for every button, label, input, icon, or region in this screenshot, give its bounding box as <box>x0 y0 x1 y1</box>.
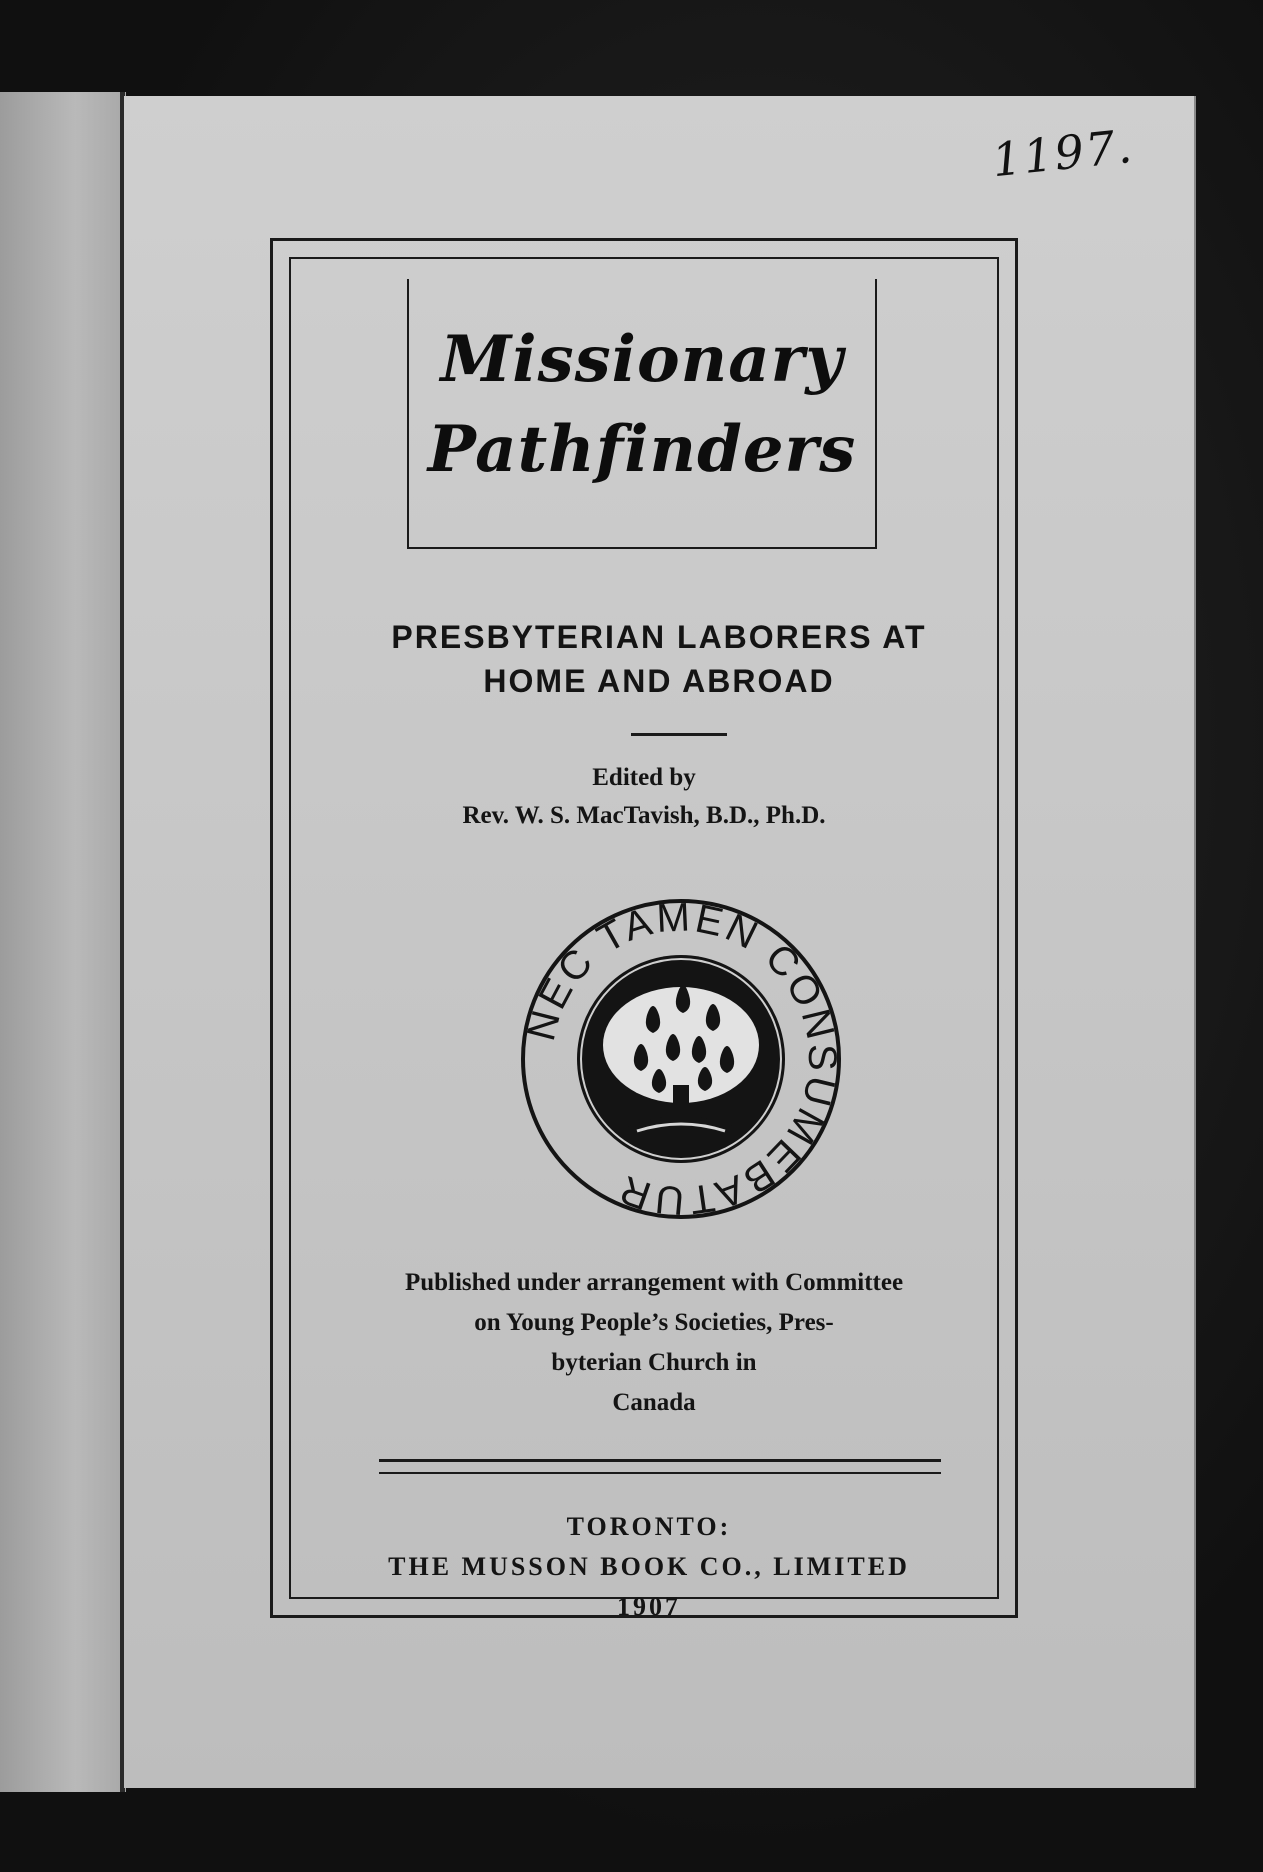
editor-credit <box>331 759 957 835</box>
title-page <box>124 96 1194 1788</box>
handwritten-inventory-number: 1197. <box>989 118 1137 188</box>
subtitle-line-1: PRESBYTERIAN LABORERS AT <box>391 619 927 655</box>
title-line-1: Missionary <box>440 322 844 397</box>
imprint-publisher: THE MUSSON BOOK CO., LIMITED <box>388 1552 910 1581</box>
title-line-2: Pathfinders <box>427 412 857 487</box>
book-subtitle <box>351 615 967 703</box>
burning-bush-seal <box>517 895 845 1223</box>
editor-name: Rev. W. S. MacTavish, B.D., Ph.D. <box>462 802 826 829</box>
edited-by-label: Edited by <box>592 764 696 791</box>
facing-page <box>0 92 126 1792</box>
publication-arrangement-note <box>331 1263 977 1423</box>
inner-border-frame <box>289 257 999 1621</box>
publisher-note-line-2: on Young People’s Societies, Pres- <box>474 1309 834 1336</box>
subtitle-line-2: HOME AND ABROAD <box>483 663 835 699</box>
book-title <box>409 315 875 495</box>
seal-motto: NEC TAMEN CONSUMEBATUR <box>519 895 845 1223</box>
imprint-place: TORONTO: <box>566 1512 732 1541</box>
double-divider-rule <box>379 1459 941 1474</box>
title-box <box>407 279 877 549</box>
publisher-note-line-1: Published under arrangement with Committee <box>404 1269 904 1296</box>
publisher-note-line-4: Canada <box>612 1389 696 1416</box>
imprint <box>331 1507 967 1627</box>
publisher-note-line-3: byterian Church in <box>551 1349 757 1376</box>
imprint-year: 1907 <box>617 1592 681 1621</box>
divider-rule <box>631 733 727 736</box>
outer-border-frame <box>270 238 1018 1621</box>
